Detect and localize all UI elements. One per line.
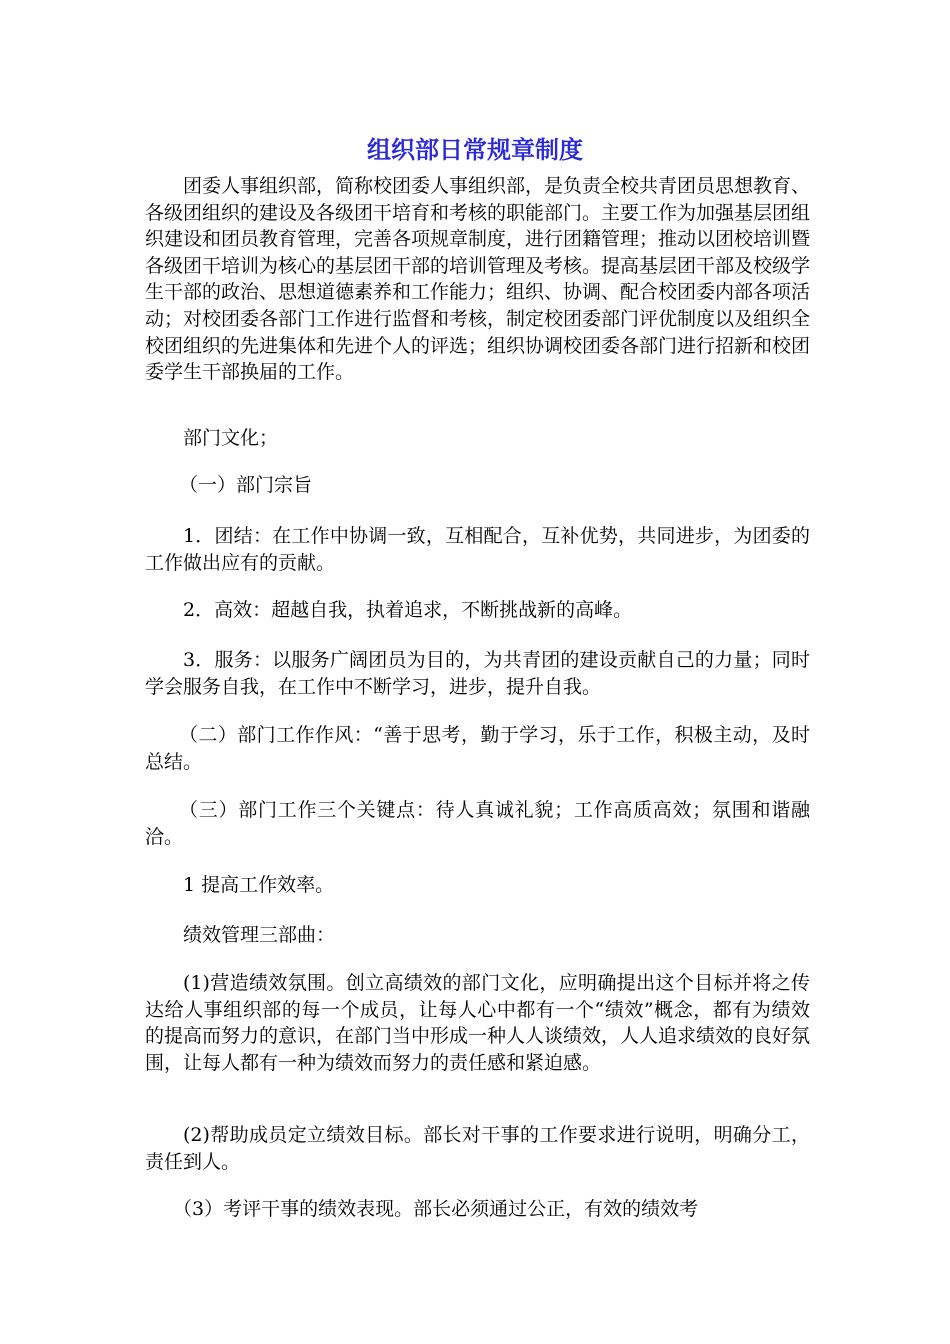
purpose-item-service: 3．服务：以服务广阔团员为目的，为共青团的建设贡献自己的力量；同时学会服务自我，在工作中不断学习，进步，提升自我。: [145, 649, 810, 698]
performance-heading: 绩效管理三部曲：: [183, 924, 336, 946]
purpose-item-unity: 1．团结：在工作中协调一致，互相配合，互补优势，共同进步，为团委的工作做出应有的贡献。: [145, 525, 810, 574]
section-heading-culture: 部门文化；: [183, 427, 279, 449]
subheading-purpose: （一）部门宗旨: [179, 474, 313, 496]
performance-step-3: （3）考评干事的绩效表现。部长必须通过公正，有效的绩效考: [173, 1198, 699, 1220]
performance-step-1: (1)营造绩效氛围。创立高绩效的部门文化，应明确提出这个目标并将之传达给人事组织部的每一个成员，让每人心中都有一个“绩效”概念，都有为绩效的提高而努力的意识，在部门当中形成一种人人谈绩效，人人追求绩效的良好氛围，让每人都有一种为绩效而努力的责任感和紧迫感。: [145, 972, 811, 1074]
intro-paragraph: 团委人事组织部，简称校团委人事组织部，是负责全校共青团员思想教育、各级团组织的建设及各级团干培育和考核的职能部门。主要工作为加强基层团组织建设和团员教育管理，完善各项规章制度，进行团籍管理；推动以团校培训暨各级团干培训为核心的基层团干部的培训管理及考核。提高基层团干部及校级学生干部的政治、思想道德素养和工作能力；组织、协调、配合校团委内部各项活动；对校团委各部门工作进行监督和考核，制定校团委部门评优制度以及组织全校团组织的先进集体和先进个人的评选；组织协调校团委各部门进行招新和校团委学生干部换届的工作。: [145, 175, 811, 384]
subheading-work-style: （二）部门工作作风：“善于思考，勤于学习，乐于工作，积极主动，及时总结。: [145, 724, 810, 773]
subheading-key-points: （三）部门工作三个关键点：待人真诚礼貌；工作高质高效；氛围和谐融洽。: [145, 799, 810, 848]
document-title: 组织部日常规章制度: [367, 136, 583, 164]
purpose-item-efficiency: 2．高效：超越自我，执着追求，不断挑战新的高峰。: [183, 599, 633, 621]
efficiency-heading: 1 提高工作效率。: [183, 874, 335, 896]
performance-step-2: (2)帮助成员定立绩效目标。部长对干事的工作要求进行说明，明确分工，责任到人。: [145, 1124, 810, 1173]
